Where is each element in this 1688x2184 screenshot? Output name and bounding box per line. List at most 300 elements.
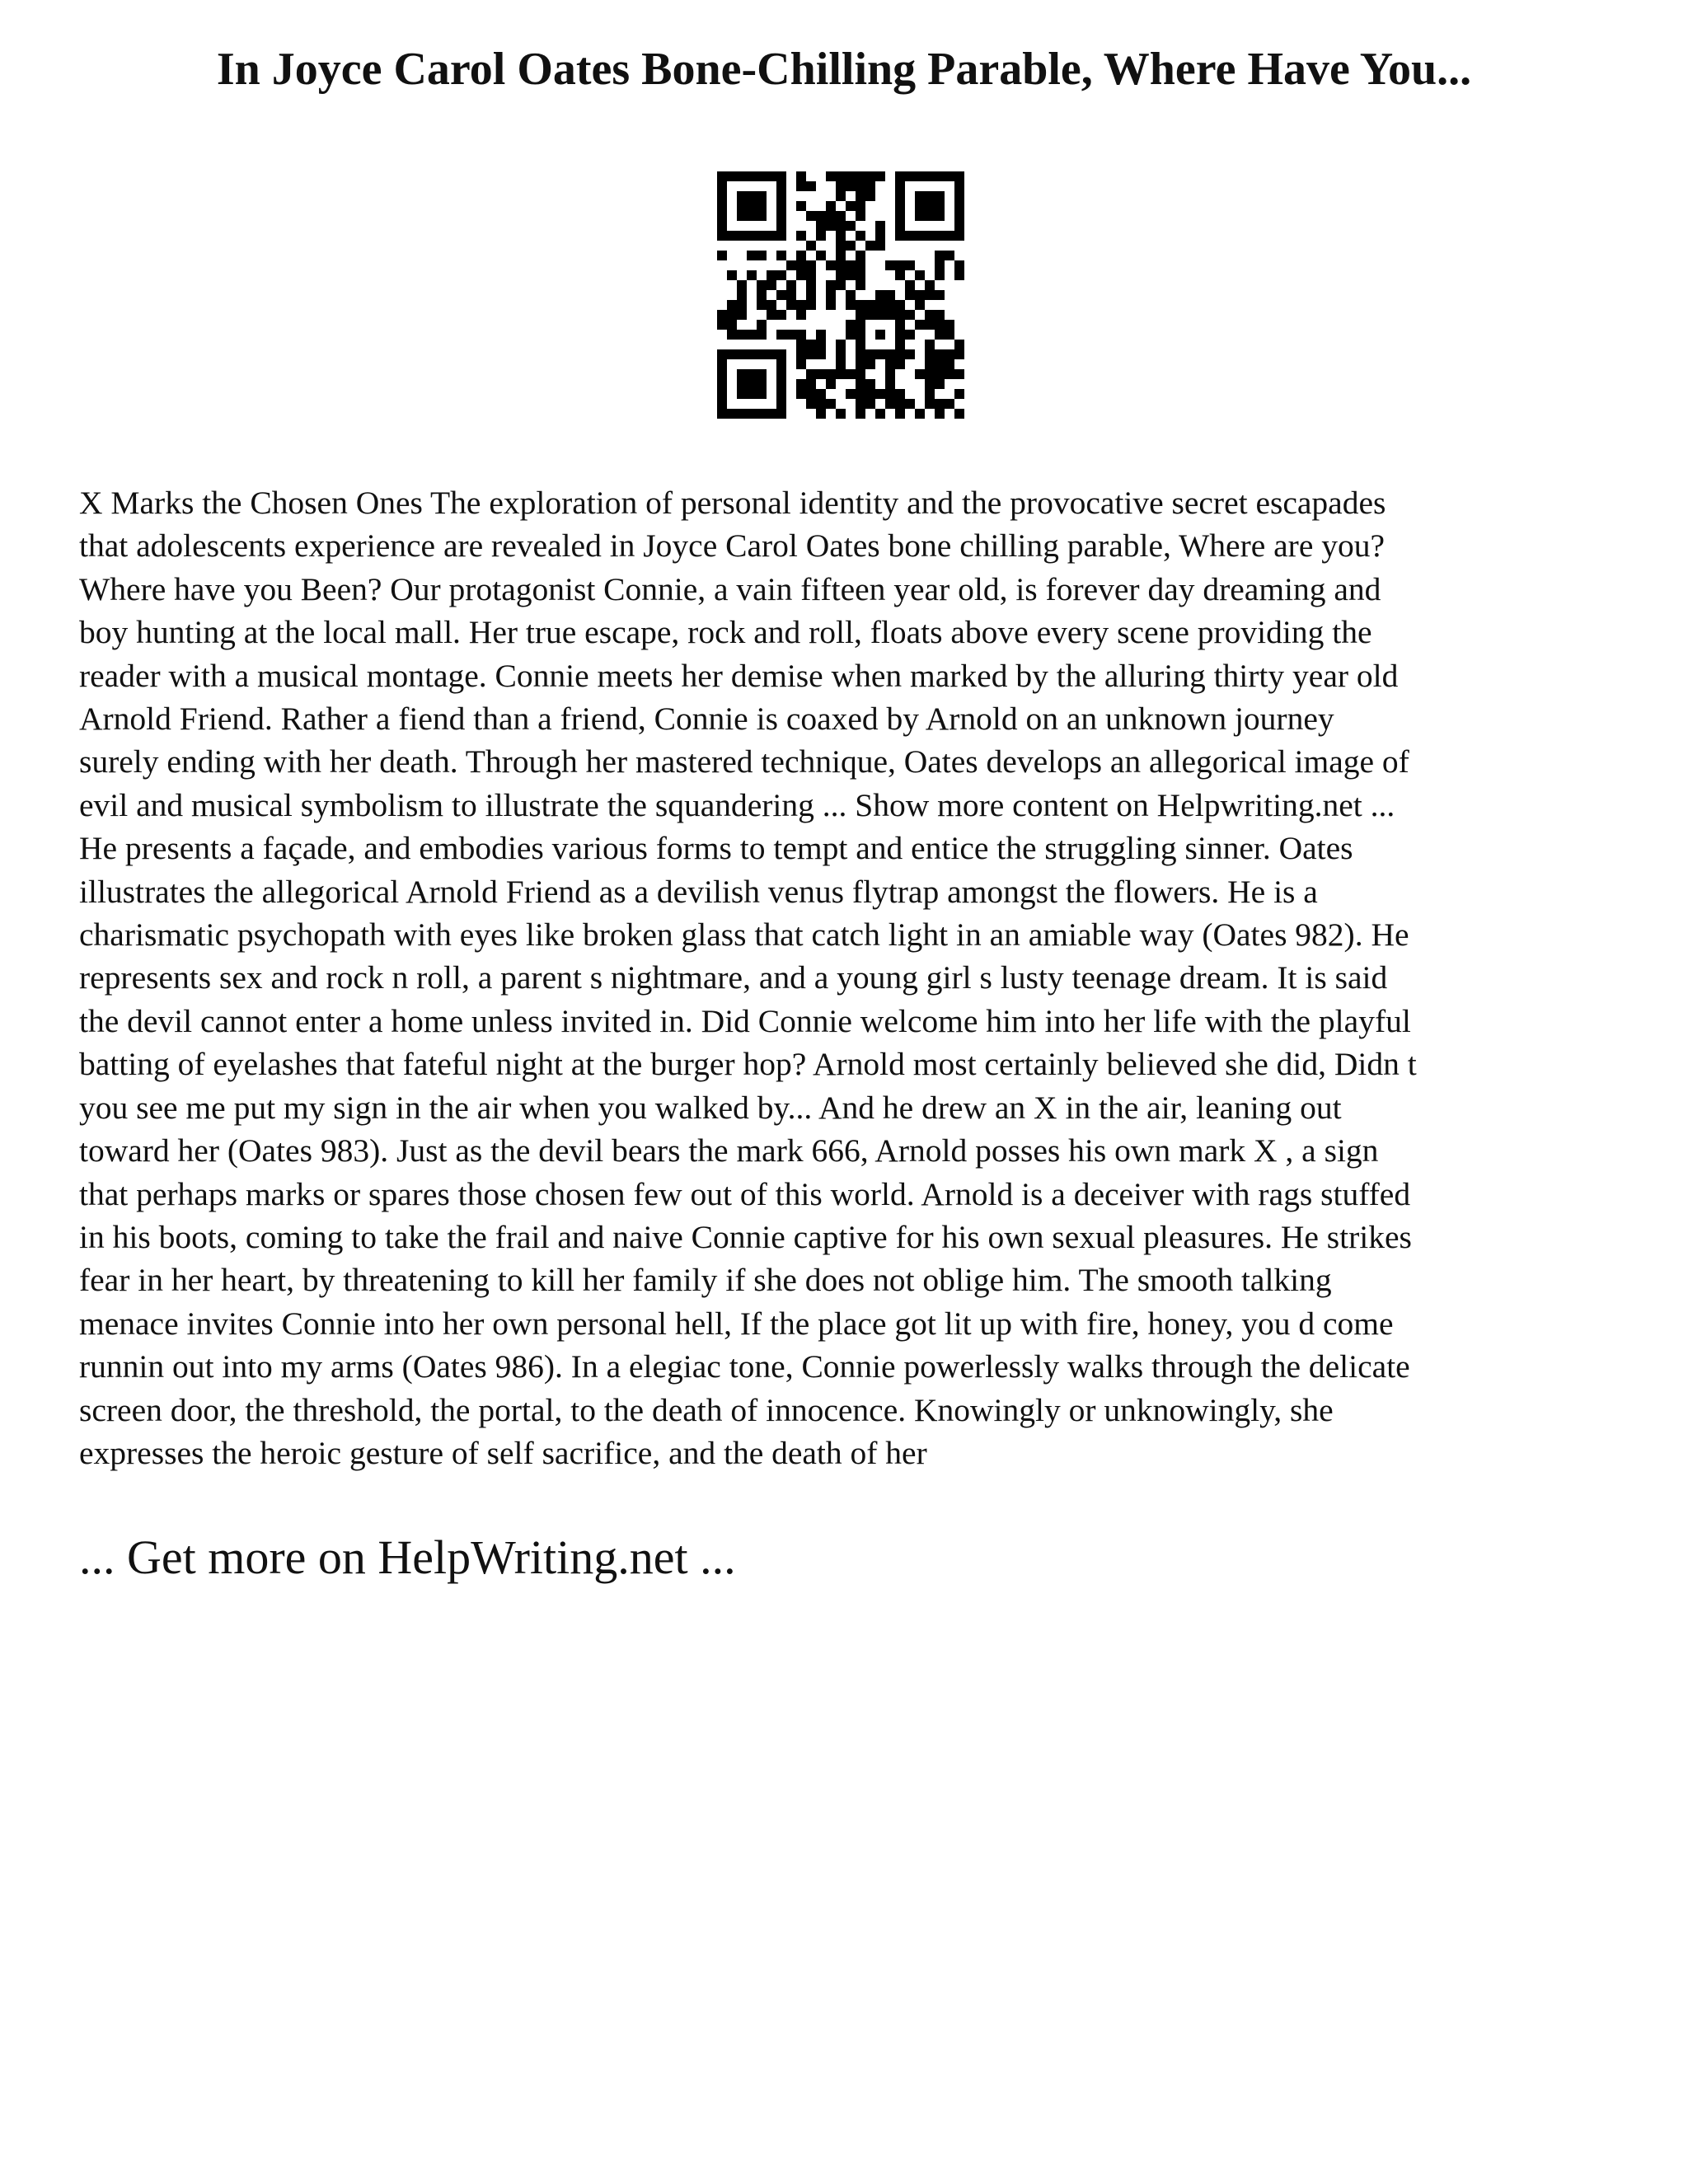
qr-module xyxy=(836,251,846,260)
qr-module xyxy=(846,290,856,300)
qr-module xyxy=(786,300,796,310)
qr-module xyxy=(865,349,875,359)
qr-module xyxy=(846,389,856,399)
qr-module xyxy=(856,211,865,221)
document-title: In Joyce Carol Oates Bone-Chilling Parable, Where Have You... xyxy=(216,44,1472,95)
qr-module xyxy=(895,171,905,181)
body-line: batting of eyelashes that fateful night at the burger hop? Arnold most certainly believed she did, Didn t xyxy=(79,1046,1417,1083)
qr-module xyxy=(776,399,786,409)
qr-module xyxy=(905,280,915,290)
qr-module xyxy=(905,231,915,241)
qr-module xyxy=(935,171,945,181)
qr-module xyxy=(954,369,964,379)
qr-module xyxy=(776,330,786,340)
qr-module xyxy=(747,379,757,389)
qr-module xyxy=(826,201,836,211)
qr-module xyxy=(737,191,747,201)
qr-module xyxy=(826,221,836,231)
qr-module xyxy=(865,310,875,320)
qr-module xyxy=(747,389,757,399)
body-line: toward her (Oates 983). Just as the devil bears the mark 666, Arnold posses his own mark X , a sign xyxy=(79,1132,1379,1169)
qr-module xyxy=(826,290,836,300)
qr-module xyxy=(776,181,786,191)
qr-module xyxy=(816,389,826,399)
qr-module xyxy=(895,399,905,409)
qr-module xyxy=(816,369,826,379)
qr-module xyxy=(717,379,727,389)
qr-module xyxy=(767,300,776,310)
qr-module xyxy=(836,211,846,221)
qr-module xyxy=(856,389,865,399)
qr-module xyxy=(846,241,856,251)
qr-module xyxy=(925,340,935,349)
qr-module xyxy=(727,310,737,320)
qr-module xyxy=(875,171,885,181)
qr-module xyxy=(865,171,875,181)
body-line: surely ending with her death. Through her mastered technique, Oates develops an allegorical image of xyxy=(79,743,1409,780)
qr-module xyxy=(954,231,964,241)
qr-module xyxy=(895,201,905,211)
qr-module xyxy=(885,260,895,270)
qr-module xyxy=(846,320,856,330)
qr-module xyxy=(826,300,836,310)
qr-module xyxy=(737,280,747,290)
qr-module xyxy=(806,280,816,290)
qr-module xyxy=(895,389,905,399)
qr-module xyxy=(915,320,925,330)
qr-module xyxy=(915,171,925,181)
qr-module xyxy=(836,359,846,369)
qr-module xyxy=(796,270,806,280)
qr-module xyxy=(875,349,885,359)
qr-module xyxy=(885,300,895,310)
qr-module xyxy=(875,300,885,310)
body-line: in his boots, coming to take the frail and naive Connie captive for his own sexual pleasures. He strikes xyxy=(79,1218,1412,1255)
qr-module xyxy=(717,320,727,330)
qr-module xyxy=(806,300,816,310)
qr-module xyxy=(717,191,727,201)
qr-module xyxy=(747,191,757,201)
qr-module xyxy=(717,171,727,181)
qr-module xyxy=(767,310,776,320)
qr-module xyxy=(796,340,806,349)
body-line: menace invites Connie into her own personal hell, If the place got lit up with fire, honey, you d come xyxy=(79,1305,1394,1342)
body-line: evil and musical symbolism to illustrate the squandering ... Show more content on Helpwriting.net ... xyxy=(79,786,1395,823)
qr-module xyxy=(935,359,945,369)
qr-module xyxy=(935,201,945,211)
qr-module xyxy=(796,260,806,270)
qr-module xyxy=(935,399,945,409)
qr-module xyxy=(856,171,865,181)
qr-module xyxy=(806,290,816,300)
qr-module xyxy=(875,290,885,300)
qr-module xyxy=(945,320,954,330)
qr-module xyxy=(747,211,757,221)
qr-module xyxy=(945,369,954,379)
qr-module xyxy=(895,211,905,221)
qr-module xyxy=(954,389,964,399)
qr-module xyxy=(776,359,786,369)
qr-module xyxy=(836,171,846,181)
qr-module xyxy=(757,389,767,399)
qr-module xyxy=(925,379,935,389)
qr-module xyxy=(826,369,836,379)
qr-module xyxy=(925,389,935,399)
body-line: screen door, the threshold, the portal, to the death of innocence. Knowingly or unknowingly, she xyxy=(79,1391,1334,1428)
qr-module xyxy=(856,399,865,409)
qr-module xyxy=(915,191,925,201)
qr-module xyxy=(856,340,865,349)
qr-module xyxy=(776,369,786,379)
qr-module xyxy=(945,330,954,340)
qr-module xyxy=(816,340,826,349)
qr-module xyxy=(747,349,757,359)
qr-module xyxy=(915,211,925,221)
qr-module xyxy=(885,399,895,409)
qr-module xyxy=(905,260,915,270)
qr-module xyxy=(856,330,865,340)
qr-module xyxy=(747,409,757,419)
qr-module xyxy=(727,330,737,340)
qr-module xyxy=(935,320,945,330)
qr-module xyxy=(816,349,826,359)
qr-module xyxy=(717,349,727,359)
qr-module xyxy=(776,290,786,300)
qr-module xyxy=(905,349,915,359)
qr-module xyxy=(925,211,935,221)
qr-module xyxy=(875,310,885,320)
qr-module xyxy=(826,280,836,290)
qr-module xyxy=(737,369,747,379)
qr-module xyxy=(925,171,935,181)
qr-module xyxy=(846,300,856,310)
qr-module xyxy=(717,369,727,379)
qr-module xyxy=(737,379,747,389)
qr-module xyxy=(717,201,727,211)
qr-module xyxy=(836,349,846,359)
qr-module xyxy=(826,379,836,389)
qr-module xyxy=(895,330,905,340)
qr-module xyxy=(796,251,806,260)
qr-module xyxy=(905,171,915,181)
qr-module xyxy=(915,231,925,241)
body-line: Where have you Been? Our protagonist Connie, a vain fifteen year old, is forever day dreaming and xyxy=(79,570,1381,607)
qr-module xyxy=(796,330,806,340)
qr-module xyxy=(875,241,885,251)
qr-module xyxy=(796,171,806,181)
qr-module xyxy=(895,231,905,241)
qr-module xyxy=(885,359,895,369)
qr-module xyxy=(915,369,925,379)
qr-module xyxy=(954,181,964,191)
qr-module xyxy=(737,409,747,419)
qr-module xyxy=(776,171,786,181)
qr-module xyxy=(905,310,915,320)
qr-module xyxy=(757,290,767,300)
qr-module xyxy=(776,270,786,280)
qr-module xyxy=(954,211,964,221)
qr-module xyxy=(796,300,806,310)
qr-module xyxy=(816,251,826,260)
qr-module xyxy=(757,300,767,310)
qr-module xyxy=(846,270,856,280)
qr-module xyxy=(846,260,856,270)
qr-module xyxy=(885,379,895,389)
qr-module xyxy=(717,399,727,409)
qr-module xyxy=(836,241,846,251)
qr-module xyxy=(885,389,895,399)
qr-module xyxy=(846,330,856,340)
body-line: that perhaps marks or spares those chosen few out of this world. Arnold is a deceiver with rags stuffed xyxy=(79,1175,1411,1212)
qr-module xyxy=(717,310,727,320)
qr-module xyxy=(757,349,767,359)
qr-module xyxy=(915,300,925,310)
qr-module xyxy=(737,211,747,221)
qr-module xyxy=(796,359,806,369)
qr-module xyxy=(935,369,945,379)
qr-module xyxy=(836,340,846,349)
qr-module xyxy=(786,260,796,270)
body-line: Arnold Friend. Rather a fiend than a friend, Connie is coaxed by Arnold on an unknown journey xyxy=(79,701,1334,738)
qr-module xyxy=(935,290,945,300)
qr-module xyxy=(875,409,885,419)
qr-module xyxy=(806,181,816,191)
qr-module xyxy=(905,399,915,409)
qr-module xyxy=(875,221,885,231)
qr-module xyxy=(856,191,865,201)
qr-module xyxy=(717,181,727,191)
qr-module xyxy=(954,171,964,181)
qr-module xyxy=(776,191,786,201)
qr-module xyxy=(816,399,826,409)
qr-module xyxy=(905,290,915,300)
qr-module xyxy=(717,211,727,221)
qr-module xyxy=(935,349,945,359)
qr-module xyxy=(757,231,767,241)
qr-module xyxy=(727,231,737,241)
qr-module xyxy=(826,260,836,270)
qr-module xyxy=(925,359,935,369)
qr-module xyxy=(727,270,737,280)
qr-module xyxy=(767,270,776,280)
qr-module xyxy=(737,290,747,300)
qr-module xyxy=(836,280,846,290)
qr-module xyxy=(846,369,856,379)
qr-module xyxy=(925,280,935,290)
qr-module xyxy=(895,191,905,201)
qr-module xyxy=(856,231,865,241)
qr-module xyxy=(737,300,747,310)
qr-module xyxy=(776,211,786,221)
qr-module xyxy=(935,270,945,280)
qr-module xyxy=(737,349,747,359)
qr-module xyxy=(935,191,945,201)
qr-module xyxy=(806,389,816,399)
body-line: He presents a façade, and embodies various forms to tempt and entice the struggling sinner. Oates xyxy=(79,830,1353,867)
qr-module xyxy=(895,320,905,330)
qr-module xyxy=(865,241,875,251)
qr-module xyxy=(925,310,935,320)
qr-module xyxy=(875,330,885,340)
qr-module xyxy=(935,251,945,260)
qr-module xyxy=(776,221,786,231)
qr-module xyxy=(737,330,747,340)
qr-module xyxy=(885,369,895,379)
qr-module xyxy=(757,201,767,211)
qr-module xyxy=(865,379,875,389)
qr-module xyxy=(954,201,964,211)
qr-module xyxy=(776,310,786,320)
qr-module xyxy=(935,310,945,320)
qr-module xyxy=(806,260,816,270)
qr-module xyxy=(757,171,767,181)
body-line: represents sex and rock n roll, a parent s nightmare, and a young girl s lusty teenage dream. It is said xyxy=(79,959,1388,996)
qr-module xyxy=(875,389,885,399)
qr-module xyxy=(846,221,856,231)
body-line: expresses the heroic gesture of self sacrifice, and the death of her xyxy=(79,1434,927,1471)
qr-module xyxy=(945,399,954,409)
body-line: the devil cannot enter a home unless invited in. Did Connie welcome him into her life with the playful xyxy=(79,1002,1411,1039)
qr-module xyxy=(717,231,727,241)
qr-module xyxy=(796,379,806,389)
qr-module xyxy=(935,409,945,419)
qr-module xyxy=(836,260,846,270)
body-line: that adolescents experience are revealed in Joyce Carol Oates bone chilling parable, Where are you? xyxy=(79,527,1386,565)
qr-module xyxy=(826,211,836,221)
qr-module xyxy=(856,379,865,389)
qr-module xyxy=(806,379,816,389)
qr-module xyxy=(757,251,767,260)
qr-module xyxy=(737,201,747,211)
qr-module xyxy=(717,221,727,231)
qr-module xyxy=(727,300,737,310)
qr-module xyxy=(915,201,925,211)
qr-module xyxy=(895,340,905,349)
qr-module xyxy=(856,300,865,310)
qr-module xyxy=(846,201,856,211)
qr-module xyxy=(925,369,935,379)
qr-module xyxy=(826,171,836,181)
qr-module xyxy=(816,221,826,231)
qr-module xyxy=(747,251,757,260)
qr-module xyxy=(875,231,885,241)
qr-module xyxy=(737,231,747,241)
body-line: fear in her heart, by threatening to kill her family if she does not oblige him. The smooth talking xyxy=(79,1262,1332,1299)
qr-module xyxy=(925,349,935,359)
qr-module xyxy=(846,171,856,181)
qr-module xyxy=(925,290,935,300)
qr-module xyxy=(935,379,945,389)
qr-module xyxy=(895,221,905,231)
qr-module xyxy=(786,280,796,290)
qr-module xyxy=(846,181,856,191)
qr-module xyxy=(836,231,846,241)
body-line: reader with a musical montage. Connie meets her demise when marked by the alluring thirty year old xyxy=(79,657,1399,694)
qr-module xyxy=(806,369,816,379)
qr-module xyxy=(856,359,865,369)
qr-module xyxy=(776,349,786,359)
qr-module xyxy=(925,191,935,201)
qr-module xyxy=(836,191,846,201)
qr-module xyxy=(905,330,915,340)
qr-module xyxy=(945,171,954,181)
body-line: charismatic psychopath with eyes like broken glass that catch light in an amiable way (Oates 982). He xyxy=(79,916,1409,954)
qr-module xyxy=(816,409,826,419)
qr-module xyxy=(856,251,865,260)
qr-module xyxy=(717,251,727,260)
qr-module xyxy=(717,389,727,399)
qr-module xyxy=(836,221,846,231)
qr-module xyxy=(796,231,806,241)
qr-code[interactable] xyxy=(717,171,964,419)
qr-module xyxy=(856,270,865,280)
qr-module xyxy=(806,270,816,280)
qr-module xyxy=(954,409,964,419)
qr-module xyxy=(954,270,964,280)
qr-module xyxy=(767,349,776,359)
qr-module xyxy=(757,330,767,340)
qr-module xyxy=(915,290,925,300)
qr-module xyxy=(757,369,767,379)
qr-module xyxy=(954,191,964,201)
qr-module xyxy=(935,231,945,241)
qr-module xyxy=(856,181,865,191)
qr-module xyxy=(856,349,865,359)
qr-module xyxy=(885,290,895,300)
qr-module xyxy=(796,349,806,359)
qr-module xyxy=(776,251,786,260)
qr-module xyxy=(856,280,865,290)
qr-module xyxy=(767,231,776,241)
qr-module xyxy=(757,320,767,330)
body-line: illustrates the allegorical Arnold Friend as a devilish venus flytrap amongst the flowers. He is a xyxy=(79,873,1318,910)
qr-module xyxy=(816,330,826,340)
qr-module xyxy=(796,201,806,211)
get-more-link[interactable]: ... Get more on HelpWriting.net ... xyxy=(79,1530,736,1584)
qr-module xyxy=(915,270,925,280)
qr-module xyxy=(895,300,905,310)
qr-module xyxy=(757,280,767,290)
qr-module xyxy=(737,389,747,399)
qr-module xyxy=(776,389,786,399)
qr-module xyxy=(806,340,816,349)
body-text xyxy=(79,481,1612,1474)
qr-module xyxy=(796,310,806,320)
qr-module xyxy=(895,359,905,369)
qr-module xyxy=(806,241,816,251)
qr-module xyxy=(747,171,757,181)
qr-module xyxy=(856,201,865,211)
qr-module xyxy=(717,359,727,369)
qr-module xyxy=(836,181,846,191)
qr-module xyxy=(816,231,826,241)
qr-module xyxy=(727,349,737,359)
qr-module xyxy=(856,260,865,270)
qr-module xyxy=(836,369,846,379)
qr-module xyxy=(757,211,767,221)
qr-module xyxy=(954,260,964,270)
qr-module xyxy=(895,181,905,191)
body-line: runnin out into my arms (Oates 986). In a elegiac tone, Connie powerlessly walks through the delicate xyxy=(79,1348,1410,1385)
qr-module xyxy=(776,201,786,211)
qr-module xyxy=(935,260,945,270)
qr-module xyxy=(856,409,865,419)
qr-module xyxy=(925,399,935,409)
qr-module xyxy=(806,211,816,221)
qr-module xyxy=(925,231,935,241)
qr-module xyxy=(757,379,767,389)
qr-module xyxy=(925,201,935,211)
